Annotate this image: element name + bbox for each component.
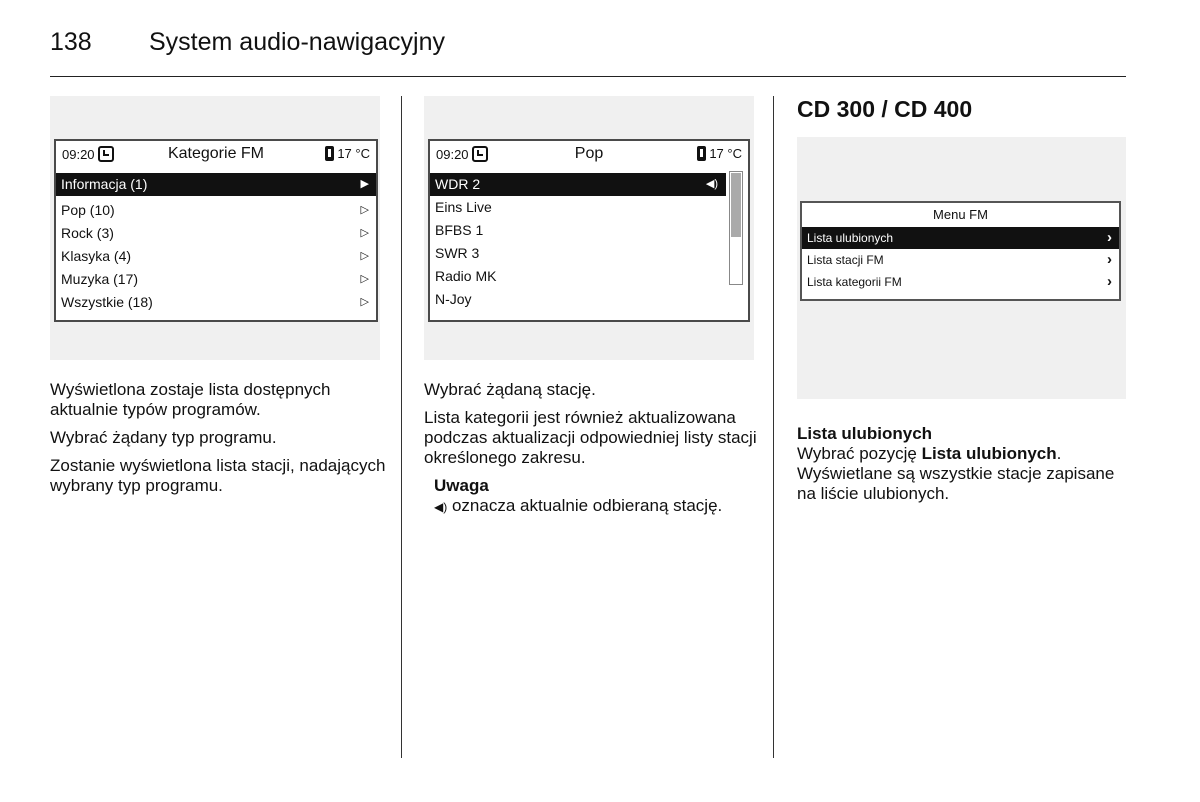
chevron-right-icon: › bbox=[1107, 229, 1112, 246]
speaker-icon: ◀) bbox=[434, 500, 448, 514]
screen-title: Pop bbox=[574, 145, 604, 162]
page-header bbox=[50, 24, 1126, 77]
fm-categories-screen bbox=[54, 139, 378, 322]
paragraph: Wyświetlona zostaje lista dostępnych aktualnie typów programów. bbox=[50, 380, 331, 419]
subheading: Lista ulubionych bbox=[797, 424, 933, 443]
list-item[interactable]: Pop (10) ▷ bbox=[56, 199, 376, 222]
screen-time: 09:20 bbox=[436, 146, 488, 162]
screen-header bbox=[430, 141, 748, 167]
thermometer-icon bbox=[697, 146, 706, 161]
note-text: ◀) oznacza aktualnie odbieraną stację. bbox=[434, 496, 723, 515]
list-item[interactable]: Rock (3) ▷ bbox=[56, 222, 376, 245]
list-item[interactable]: Klasyka (4) ▷ bbox=[56, 245, 376, 268]
paragraph: Zostanie wyświetlona lista stacji, nadających wybrany typ programu. bbox=[50, 456, 386, 495]
section-heading: CD 300 / CD 400 bbox=[797, 96, 973, 122]
scrollbar-thumb[interactable] bbox=[731, 173, 741, 237]
screen-title: Kategorie FM bbox=[167, 145, 265, 162]
thermometer-icon bbox=[325, 146, 334, 161]
station-list-screen bbox=[428, 139, 750, 322]
paragraph: Wybrać żądaną stację. bbox=[424, 380, 596, 399]
list-item[interactable]: BFBS 1 bbox=[435, 222, 484, 238]
list-item[interactable]: Wszystkie (18) ▷ bbox=[56, 291, 376, 314]
note-title: Uwaga bbox=[434, 476, 489, 495]
column-3-text bbox=[797, 424, 1127, 504]
list-item[interactable]: SWR 3 bbox=[435, 245, 480, 261]
screen-header bbox=[56, 141, 376, 167]
menu-item[interactable]: Lista kategorii FM › bbox=[802, 271, 1119, 293]
column-2-text bbox=[424, 380, 759, 517]
speaker-icon: ◀) bbox=[705, 178, 718, 190]
menu-item[interactable]: Lista ulubionych › bbox=[802, 227, 1119, 249]
list-item[interactable]: WDR 2 ◀) bbox=[430, 173, 726, 196]
column-divider bbox=[401, 96, 402, 758]
menu-title: Menu FM bbox=[933, 207, 988, 222]
note bbox=[434, 476, 759, 517]
page-number: 138 bbox=[50, 28, 92, 56]
list-item[interactable]: N-Joy bbox=[435, 291, 472, 307]
paragraph: Wybrać pozycję Lista ulubionych. Wyświetlane są wszystkie stacje zapisane na liście ulubionych. bbox=[797, 444, 1115, 503]
chevron-right-icon: ▷ bbox=[360, 273, 369, 285]
scrollbar[interactable] bbox=[729, 171, 743, 285]
column-divider bbox=[773, 96, 774, 758]
chevron-right-icon: ▷ bbox=[360, 227, 369, 239]
screen-temperature: 17 °C bbox=[697, 146, 742, 161]
chevron-right-icon: ▷ bbox=[360, 204, 369, 216]
screen-temperature: 17 °C bbox=[325, 146, 370, 161]
chevron-right-icon: › bbox=[1107, 273, 1112, 290]
paragraph: Wybrać żądany typ programu. bbox=[50, 428, 277, 447]
chevron-right-icon: › bbox=[1107, 251, 1112, 268]
chevron-right-icon: ▷ bbox=[360, 250, 369, 262]
list-item[interactable]: Informacja (1) ▶ bbox=[56, 173, 376, 196]
screen-time: 09:20 bbox=[62, 146, 114, 162]
list-item[interactable]: Radio MK bbox=[435, 268, 497, 284]
column-1-text bbox=[50, 380, 390, 504]
menu-item[interactable]: Lista stacji FM › bbox=[802, 249, 1119, 271]
chevron-right-icon: ▶ bbox=[360, 178, 369, 190]
fm-menu-screen bbox=[800, 201, 1121, 301]
chevron-right-icon: ▷ bbox=[360, 296, 369, 308]
paragraph: Lista kategorii jest również aktualizowana podczas aktualizacji odpowiedniej listy stacji określonego zakresu. bbox=[424, 408, 757, 467]
list-item[interactable]: Eins Live bbox=[435, 199, 492, 215]
page-title: System audio-nawigacyjny bbox=[149, 28, 445, 56]
list-item[interactable]: Muzyka (17) ▷ bbox=[56, 268, 376, 291]
